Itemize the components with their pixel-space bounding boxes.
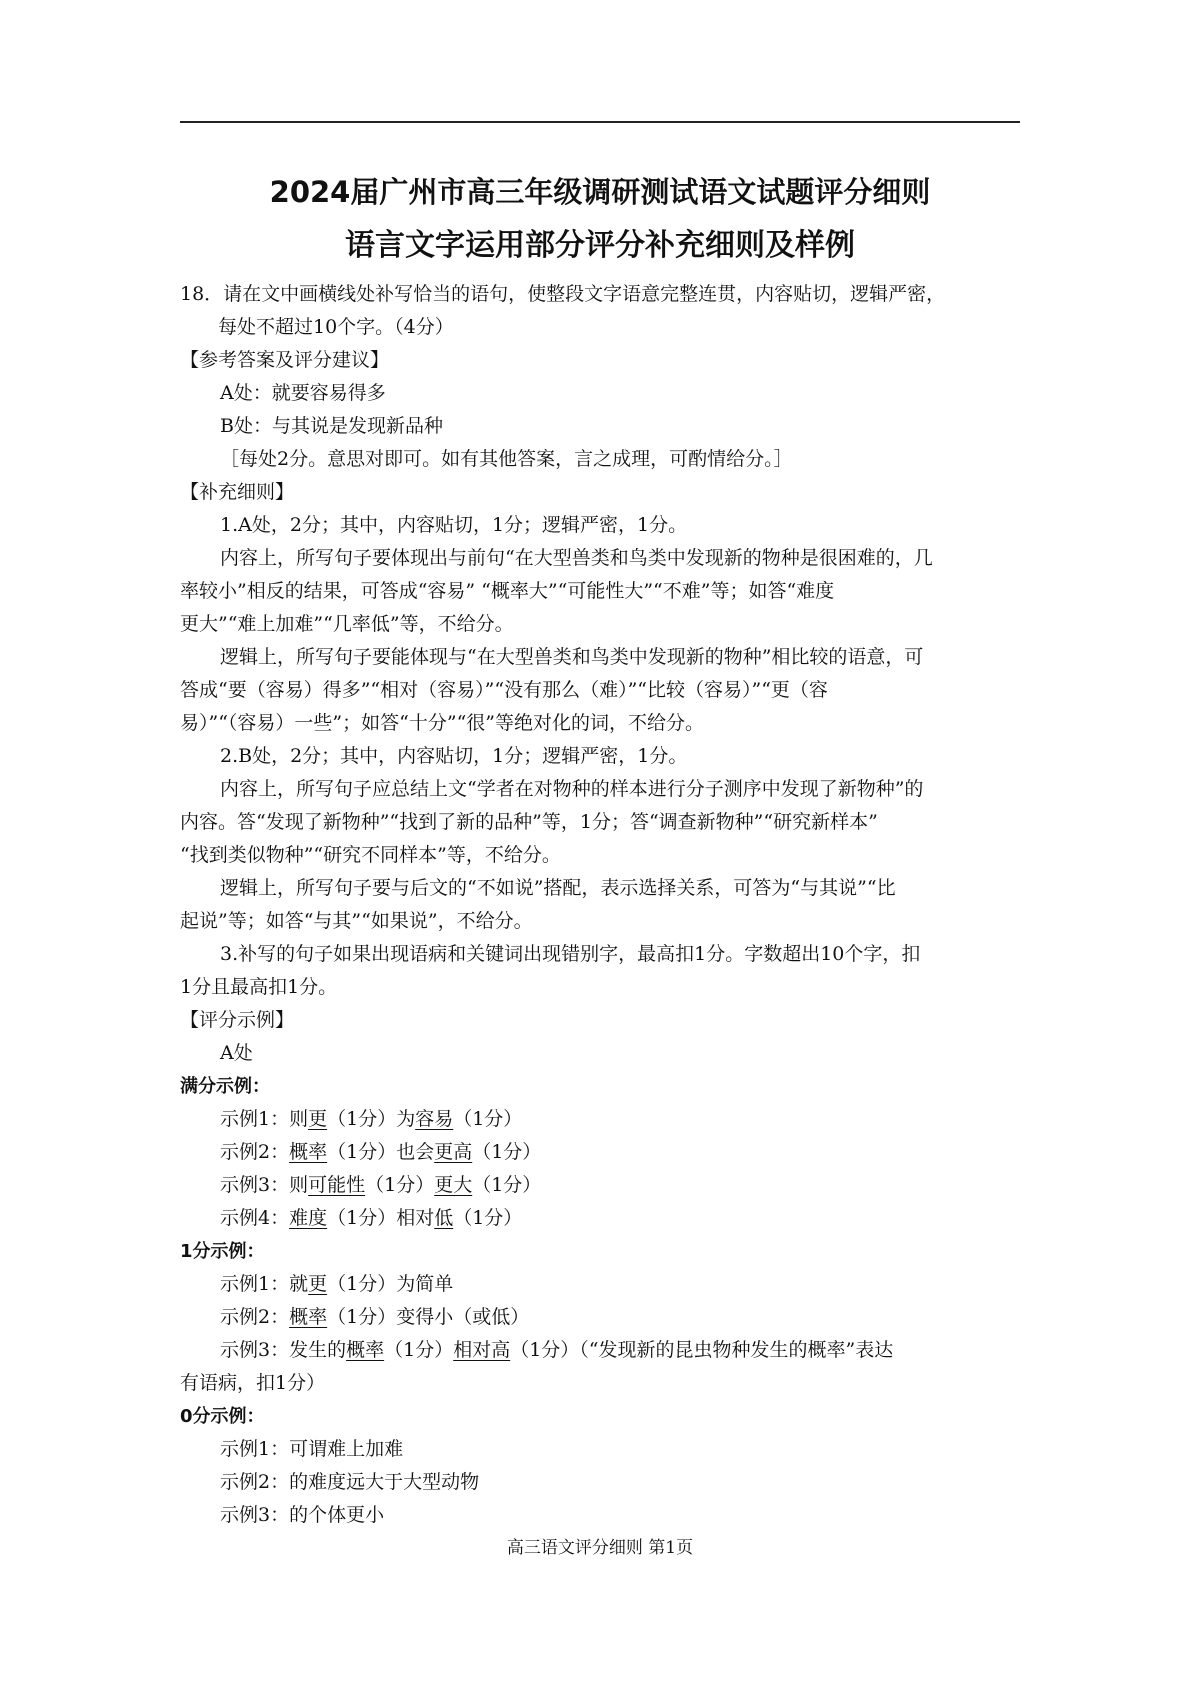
example-line: 示例1：可谓难上加难	[220, 1438, 404, 1460]
underlined-keyword: 概率	[346, 1339, 385, 1361]
underlined-keyword: 相对高	[453, 1339, 511, 1361]
rule-paragraph: “找到类似物种”“研究不同样本”等，不给分。	[180, 844, 561, 866]
examples-heading: 【评分示例】	[180, 1009, 295, 1031]
page-footer: 高三语文评分细则 第1页	[506, 1538, 694, 1558]
underlined-keyword: 更高	[434, 1141, 473, 1163]
example-line: 示例3：的个体更小	[220, 1504, 385, 1526]
rule-paragraph: 更大”“难上加难”“几率低”等，不给分。	[180, 613, 514, 635]
rule-paragraph: 逻辑上，所写句子要与后文的“不如说”搭配，表示选择关系，可答为“与其说”“比	[220, 877, 896, 899]
example-line: 有语病，扣1分）	[180, 1372, 326, 1394]
example-line: 示例2：概率（1分）也会更高（1分）	[220, 1141, 542, 1163]
examples-section: A处	[220, 1042, 253, 1064]
page-title: 2024届广州市高三年级调研测试语文试题评分细则	[269, 175, 931, 209]
document-body	[180, 278, 1020, 1532]
rule-paragraph: 率较小”相反的结果，可答成“容易” “概率大”“可能性大”“不难”等；如答“难度	[180, 580, 835, 602]
reference-note: ［每处2分。意思对即可。如有其他答案，言之成理，可酌情给分。］	[220, 448, 793, 470]
reference-heading: 【参考答案及评分建议】	[180, 349, 390, 371]
full-score-heading: 满分示例：	[180, 1076, 270, 1097]
rule-paragraph: 易）”“（容易）一些”；如答“十分”“很”等绝对化的词，不给分。	[180, 712, 704, 734]
answer-b: B处：与其说是发现新品种	[220, 415, 443, 437]
zero-point-heading: 0分示例：	[180, 1406, 265, 1427]
underlined-keyword: 难度	[289, 1207, 328, 1229]
rule-item: 1.A处，2分；其中，内容贴切，1分；逻辑严密，1分。	[220, 514, 688, 536]
one-point-heading: 1分示例：	[180, 1241, 265, 1262]
supplement-heading: 【补充细则】	[180, 481, 295, 503]
header-rule	[180, 121, 1020, 123]
underlined-keyword: 更	[308, 1273, 328, 1295]
rule-paragraph: 逻辑上，所写句子要能体现与“在大型兽类和鸟类中发现新的物种”相比较的语意，可	[220, 646, 924, 668]
rule-item: 3.补写的句子如果出现语病和关键词出现错别字，最高扣1分。字数超出10个字，扣	[220, 943, 921, 965]
rule-paragraph: 内容。答“发现了新物种”“找到了新的品种”等，1分；答“调查新物种”“研究新样本”	[180, 811, 878, 833]
question-line: 每处不超过10个字。（4分）	[218, 316, 454, 338]
question-line: 18．请在文中画横线处补写恰当的语句，使整段文字语意完整连贯，内容贴切，逻辑严密，	[180, 283, 946, 305]
underlined-keyword: 低	[434, 1207, 454, 1229]
rule-paragraph: 答成“要（容易）得多”“相对（容易）”“没有那么（难）”“比较（容易）”“更（容	[180, 679, 828, 701]
rule-paragraph: 内容上，所写句子应总结上文“学者在对物种的样本进行分子测序中发现了新物种”的	[220, 778, 924, 800]
example-line: 示例2：的难度远大于大型动物	[220, 1471, 480, 1493]
rule-paragraph: 内容上，所写句子要体现出与前句“在大型兽类和鸟类中发现新的物种是很困难的，几	[220, 547, 933, 569]
underlined-keyword: 可能性	[308, 1174, 366, 1196]
answer-a: A处：就要容易得多	[220, 382, 386, 404]
example-line: 示例3：发生的概率（1分）相对高（1分）（“发现新的昆虫物种发生的概率”表达	[220, 1339, 894, 1361]
rule-paragraph: 起说”等；如答“与其”“如果说”，不给分。	[180, 910, 533, 932]
example-line: 示例4：难度（1分）相对低（1分）	[220, 1207, 523, 1229]
underlined-keyword: 概率	[289, 1306, 328, 1328]
underlined-keyword: 容易	[415, 1108, 454, 1130]
underlined-keyword: 更	[308, 1108, 328, 1130]
rule-paragraph: 1分且最高扣1分。	[180, 976, 338, 998]
example-line: 示例1：就更（1分）为简单	[220, 1273, 454, 1295]
example-line: 示例1：则更（1分）为容易（1分）	[220, 1108, 523, 1130]
example-line: 示例3：则可能性（1分）更大（1分）	[220, 1174, 542, 1196]
example-line: 示例2：概率（1分）变得小（或低）	[220, 1306, 530, 1328]
underlined-keyword: 更大	[434, 1174, 473, 1196]
underlined-keyword: 概率	[289, 1141, 328, 1163]
rule-item: 2.B处，2分；其中，内容贴切，1分；逻辑严密，1分。	[220, 745, 688, 767]
page-subtitle: 语言文字运用部分评分补充细则及样例	[345, 228, 855, 263]
